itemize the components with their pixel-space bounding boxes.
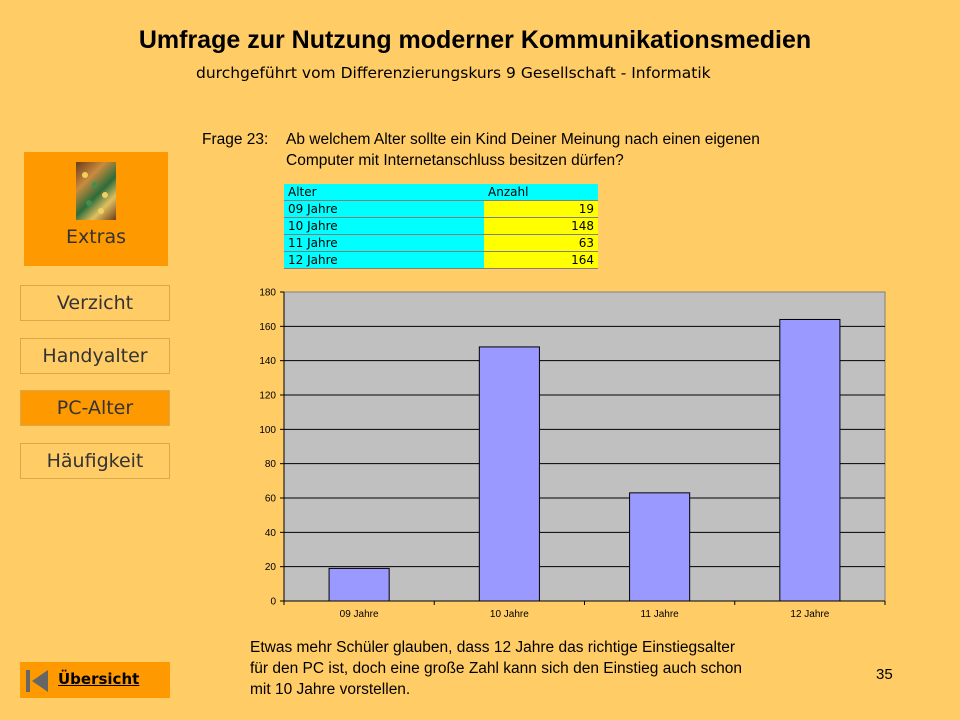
- y-tick-label: 140: [259, 356, 276, 368]
- nav-button-verzicht[interactable]: Verzicht: [20, 285, 170, 321]
- y-tick-label: 160: [259, 321, 276, 333]
- table-cell-age: 09 Jahre: [284, 201, 484, 218]
- y-tick-label: 0: [270, 596, 276, 608]
- page-number: 35: [876, 666, 893, 683]
- comment-line-1: Etwas mehr Schüler glauben, dass 12 Jahre das richtige Einstiegsalter: [250, 639, 736, 656]
- table-cell-count: 164: [484, 252, 598, 269]
- table-header-count: Anzahl: [484, 184, 598, 201]
- y-tick-label: 100: [259, 424, 276, 436]
- bars: [329, 319, 840, 601]
- y-tick-label: 60: [264, 493, 276, 505]
- table-row: [284, 252, 598, 269]
- gridlines: [284, 326, 885, 566]
- question-text: [202, 129, 760, 171]
- table-cell-count: 63: [484, 235, 598, 252]
- back-arrow-icon: [24, 668, 50, 694]
- bar: [329, 568, 389, 601]
- extras-label: Extras: [65, 226, 127, 248]
- table-cell-count: 148: [484, 218, 598, 235]
- bar: [630, 493, 690, 601]
- question-line-2: Computer mit Internetanschluss besitzen dürfen?: [286, 152, 624, 169]
- table-header-row: [284, 184, 598, 201]
- table-cell-age: 11 Jahre: [284, 235, 484, 252]
- page-subtitle: durchgeführt vom Differenzierungskurs 9 Gesellschaft - Informatik: [196, 64, 711, 82]
- table-header-age: Alter: [284, 184, 484, 201]
- x-tick-label: 12 Jahre: [790, 609, 830, 620]
- table-cell-age: 12 Jahre: [284, 252, 484, 269]
- overview-button[interactable]: [20, 662, 170, 698]
- table-row: [284, 235, 598, 252]
- data-table: [284, 184, 598, 269]
- question-line-1: Ab welchem Alter sollte ein Kind Deiner Meinung nach einen eigenen: [286, 131, 760, 148]
- x-tick-label: 10 Jahre: [489, 609, 529, 620]
- comment-text: [250, 637, 850, 700]
- y-tick-label: 80: [264, 459, 276, 471]
- extras-button[interactable]: [24, 152, 168, 266]
- table-row: [284, 218, 598, 235]
- bar: [780, 319, 840, 601]
- plot-area: [284, 292, 885, 601]
- table-cell-age: 10 Jahre: [284, 218, 484, 235]
- table-row: [284, 201, 598, 218]
- y-tick-label: 40: [264, 527, 276, 539]
- question-label: Frage 23:: [202, 131, 269, 148]
- table-cell-count: 19: [484, 201, 598, 218]
- y-tick-label: 20: [264, 562, 276, 574]
- y-axis: [259, 288, 284, 608]
- bar: [479, 347, 539, 601]
- x-axis: [284, 601, 885, 620]
- nav-button-handyalter[interactable]: Handyalter: [20, 338, 170, 374]
- x-tick-label: 11 Jahre: [640, 609, 679, 620]
- nav-button-haeufigkeit[interactable]: Häufigkeit: [20, 443, 170, 479]
- comment-line-3: mit 10 Jahre vorstellen.: [250, 681, 411, 698]
- y-tick-label: 120: [259, 390, 276, 402]
- y-tick-label: 180: [259, 287, 276, 299]
- page-title: Umfrage zur Nutzung moderner Kommunikationsmedien: [138, 26, 812, 54]
- x-tick-label: 09 Jahre: [339, 609, 379, 620]
- abacus-icon: [76, 162, 116, 220]
- overview-link[interactable]: Übersicht: [58, 670, 140, 688]
- nav-button-pc-alter[interactable]: PC-Alter: [20, 390, 170, 426]
- comment-line-2: für den PC ist, doch eine große Zahl kann sich den Einstieg auch schon: [250, 660, 742, 677]
